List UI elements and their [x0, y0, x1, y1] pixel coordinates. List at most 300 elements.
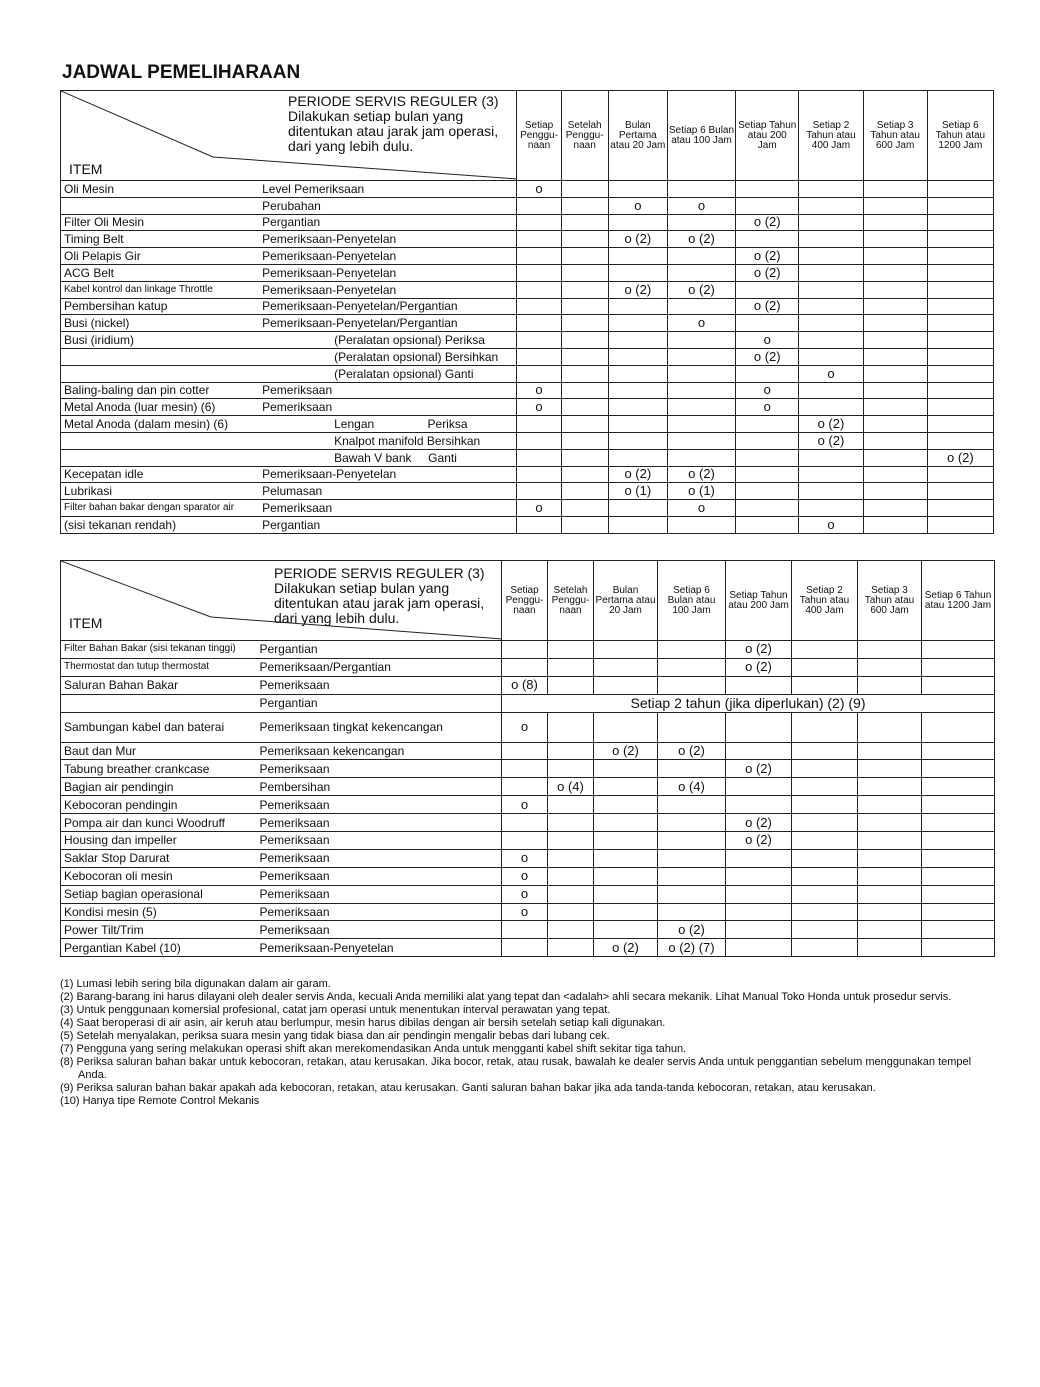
- interval-mark-cell: [863, 332, 927, 349]
- item-name-cell: Thermostat dan tutup thermostat: [61, 658, 257, 676]
- interval-mark-cell: o (2): [608, 231, 667, 248]
- interval-mark-cell: [736, 365, 799, 382]
- interval-mark-cell: [726, 903, 792, 921]
- item-column-label: ITEM: [69, 615, 103, 631]
- interval-mark-cell: [799, 348, 863, 365]
- interval-mark-cell: [667, 416, 735, 433]
- interval-mark-cell: [667, 214, 735, 231]
- maintenance-table-1: [60, 90, 994, 534]
- interval-mark-cell: o: [517, 399, 561, 416]
- interval-mark-cell: [863, 365, 927, 382]
- interval-mark-cell: [726, 921, 792, 939]
- table-row: [61, 903, 995, 921]
- interval-mark-cell: o (2): [594, 939, 658, 957]
- interval-mark-cell: [927, 315, 993, 332]
- interval-mark-cell: o (2): [736, 348, 799, 365]
- interval-mark-cell: [594, 778, 658, 796]
- table-row: [61, 231, 994, 248]
- interval-mark-cell: [863, 382, 927, 399]
- interval-mark-cell: [792, 885, 858, 903]
- table-header-row: [61, 561, 995, 641]
- item-name-cell: Oli Mesin: [61, 181, 260, 198]
- item-name-cell: Kabel kontrol dan linkage Throttle: [61, 281, 260, 298]
- action-cell: Pemeriksaan-Penyetelan: [259, 281, 517, 298]
- interval-mark-cell: o (2): [736, 248, 799, 265]
- action-cell: Pergantian: [257, 694, 502, 712]
- interval-mark-cell: [792, 778, 858, 796]
- footnote-item: (5) Setelah menyalakan, periksa suara mesin yang tidak biasa dan air pendingin mengalir bebas dari lubang cek.: [60, 1030, 610, 1042]
- interval-mark-cell: [792, 939, 858, 957]
- interval-mark-cell: [799, 449, 863, 466]
- item-name-cell: [61, 694, 257, 712]
- interval-mark-cell: [502, 832, 548, 850]
- interval-mark-cell: [863, 449, 927, 466]
- interval-mark-cell: [858, 867, 922, 885]
- action-cell: Pemeriksaan-Penyetelan: [259, 466, 517, 483]
- col-header-4: Setiap Tahun atau 200 Jam: [736, 91, 799, 181]
- footnote-item: (3) Untuk penggunaan komersial profesional, catat jam operasi untuk menentukan interval perawatan yang tepat.: [60, 1004, 611, 1016]
- interval-mark-cell: [726, 849, 792, 867]
- interval-mark-cell: [922, 742, 995, 760]
- interval-mark-cell: [927, 248, 993, 265]
- interval-mark-cell: [608, 382, 667, 399]
- interval-mark-cell: [548, 939, 594, 957]
- interval-mark-cell: [863, 348, 927, 365]
- interval-mark-cell: [561, 214, 608, 231]
- interval-mark-cell: [858, 658, 922, 676]
- table-row: [61, 399, 994, 416]
- interval-mark-cell: [736, 466, 799, 483]
- interval-mark-cell: [863, 500, 927, 517]
- action-cell: Pemeriksaan: [257, 885, 502, 903]
- interval-mark-cell: [608, 264, 667, 281]
- interval-mark-cell: [792, 641, 858, 659]
- interval-mark-cell: [667, 298, 735, 315]
- interval-mark-cell: o: [502, 849, 548, 867]
- interval-mark-cell: [922, 832, 995, 850]
- interval-mark-cell: [608, 365, 667, 382]
- interval-mark-cell: [927, 348, 993, 365]
- period-title: PERIODE SERVIS REGULER (3): [288, 93, 499, 109]
- item-name-cell: Saluran Bahan Bakar: [61, 676, 257, 694]
- interval-mark-cell: [548, 849, 594, 867]
- interval-mark-cell: [858, 885, 922, 903]
- interval-mark-cell: [799, 332, 863, 349]
- item-name-cell: Filter bahan bakar dengan sparator air: [61, 500, 260, 517]
- action-cell: Pemeriksaan: [257, 814, 502, 832]
- interval-mark-cell: o (4): [658, 778, 726, 796]
- interval-mark-cell: [736, 432, 799, 449]
- interval-mark-cell: [927, 432, 993, 449]
- interval-mark-cell: [667, 181, 735, 198]
- action-cell: Pemeriksaan: [257, 867, 502, 885]
- interval-mark-cell: [799, 281, 863, 298]
- interval-mark-cell: [608, 348, 667, 365]
- col-header-6: Setiap 3 Tahun atau 600 Jam: [858, 561, 922, 641]
- interval-mark-cell: [667, 264, 735, 281]
- interval-mark-cell: [726, 885, 792, 903]
- interval-mark-cell: [927, 399, 993, 416]
- col-header-1: Setelah Penggu-naan: [561, 91, 608, 181]
- interval-mark-cell: [517, 315, 561, 332]
- interval-mark-cell: [658, 760, 726, 778]
- interval-mark-cell: [858, 778, 922, 796]
- interval-mark-cell: [927, 181, 993, 198]
- interval-mark-cell: o: [517, 382, 561, 399]
- interval-mark-cell: [502, 760, 548, 778]
- item-name-cell: Lubrikasi: [61, 483, 260, 500]
- interval-mark-cell: [561, 399, 608, 416]
- interval-mark-cell: [863, 248, 927, 265]
- interval-mark-cell: [517, 281, 561, 298]
- item-name-cell: (sisi tekanan rendah): [61, 516, 260, 533]
- maintenance-table-2: [60, 560, 995, 957]
- interval-mark-cell: [927, 231, 993, 248]
- item-name-cell: [61, 348, 260, 365]
- interval-mark-cell: [792, 867, 858, 885]
- table-row: [61, 248, 994, 265]
- interval-mark-cell: o: [736, 399, 799, 416]
- interval-mark-cell: [726, 712, 792, 742]
- interval-mark-cell: [726, 676, 792, 694]
- interval-mark-cell: [594, 658, 658, 676]
- interval-mark-cell: [863, 483, 927, 500]
- interval-mark-cell: o (2): [667, 231, 735, 248]
- table-row: [61, 432, 994, 449]
- interval-mark-cell: [548, 760, 594, 778]
- interval-mark-cell: [608, 500, 667, 517]
- footnote-item: (2) Barang-barang ini harus dilayani oleh dealer servis Anda, kecuali Anda memiliki alat yang tepat dan <adalah> ahli secara mekanik. Lihat Manual Toko Honda untuk prosedur servis.: [60, 991, 952, 1003]
- action-cell: Pergantian: [259, 516, 517, 533]
- interval-mark-cell: o: [799, 365, 863, 382]
- footnote-item: (1) Lumasi lebih sering bila digunakan dalam air garam.: [60, 978, 331, 990]
- item-name-cell: Baut dan Mur: [61, 742, 257, 760]
- action-cell: Pembersihan: [257, 778, 502, 796]
- interval-mark-cell: [858, 641, 922, 659]
- interval-mark-cell: [667, 516, 735, 533]
- interval-mark-cell: [667, 432, 735, 449]
- interval-mark-cell: [799, 264, 863, 281]
- item-name-cell: Busi (nickel): [61, 315, 260, 332]
- action-cell: (Peralatan opsional) Bersihkan: [259, 348, 517, 365]
- col-header-3: Setiap 6 Bulan atau 100 Jam: [667, 91, 735, 181]
- interval-mark-cell: [517, 197, 561, 214]
- interval-mark-cell: [608, 248, 667, 265]
- interval-mark-cell: [548, 814, 594, 832]
- interval-mark-cell: [517, 466, 561, 483]
- interval-mark-cell: [594, 814, 658, 832]
- interval-mark-cell: [658, 814, 726, 832]
- interval-mark-cell: [502, 921, 548, 939]
- interval-mark-cell: [927, 500, 993, 517]
- interval-mark-cell: [594, 903, 658, 921]
- interval-mark-cell: [858, 742, 922, 760]
- interval-mark-cell: o (2): [667, 281, 735, 298]
- action-cell: Pemeriksaan: [259, 382, 517, 399]
- interval-mark-cell: [927, 382, 993, 399]
- interval-mark-cell: [517, 416, 561, 433]
- interval-mark-cell: [561, 298, 608, 315]
- interval-mark-cell: [922, 939, 995, 957]
- interval-mark-cell: [561, 181, 608, 198]
- item-name-cell: Housing dan impeller: [61, 832, 257, 850]
- action-cell: Pemeriksaan: [259, 399, 517, 416]
- action-cell: Perubahan: [259, 197, 517, 214]
- footnote-item: (10) Hanya tipe Remote Control Mekanis: [60, 1095, 260, 1107]
- col-header-2: Bulan Pertama atau 20 Jam: [608, 91, 667, 181]
- interval-mark-cell: [561, 315, 608, 332]
- interval-mark-cell: [799, 382, 863, 399]
- interval-mark-cell: [594, 676, 658, 694]
- interval-mark-cell: [922, 712, 995, 742]
- interval-mark-cell: [927, 416, 993, 433]
- interval-mark-cell: [799, 315, 863, 332]
- table-row: [61, 832, 995, 850]
- interval-mark-cell: [792, 742, 858, 760]
- interval-mark-cell: o (4): [548, 778, 594, 796]
- interval-mark-cell: [561, 332, 608, 349]
- interval-mark-cell: o (2): [726, 814, 792, 832]
- interval-mark-cell: [561, 382, 608, 399]
- interval-mark-cell: o: [502, 796, 548, 814]
- interval-mark-cell: [863, 264, 927, 281]
- interval-mark-cell: o (2): [927, 449, 993, 466]
- interval-mark-cell: [922, 814, 995, 832]
- table-row: [61, 264, 994, 281]
- interval-mark-cell: [799, 181, 863, 198]
- interval-mark-cell: [658, 658, 726, 676]
- interval-mark-cell: o (2): [658, 742, 726, 760]
- interval-mark-cell: [927, 264, 993, 281]
- interval-mark-cell: o: [667, 500, 735, 517]
- interval-mark-cell: [517, 214, 561, 231]
- interval-mark-cell: [799, 197, 863, 214]
- action-cell: Pemeriksaan tingkat kekencangan: [257, 712, 502, 742]
- interval-mark-cell: o: [517, 181, 561, 198]
- interval-mark-cell: [922, 885, 995, 903]
- interval-mark-cell: [927, 298, 993, 315]
- interval-mark-cell: [858, 849, 922, 867]
- table-row: [61, 197, 994, 214]
- interval-mark-cell: o: [502, 867, 548, 885]
- table-row: [61, 348, 994, 365]
- interval-mark-cell: [863, 315, 927, 332]
- table-row: [61, 712, 995, 742]
- interval-mark-cell: [561, 281, 608, 298]
- interval-mark-cell: [863, 416, 927, 433]
- interval-mark-cell: [561, 416, 608, 433]
- interval-mark-cell: o (2): [799, 432, 863, 449]
- interval-mark-cell: [792, 814, 858, 832]
- interval-mark-cell: [548, 921, 594, 939]
- table-row: [61, 365, 994, 382]
- interval-mark-cell: o (2): [726, 641, 792, 659]
- item-name-cell: [61, 197, 260, 214]
- interval-mark-cell: [792, 903, 858, 921]
- interval-mark-cell: o: [608, 197, 667, 214]
- interval-mark-cell: o: [502, 885, 548, 903]
- interval-mark-cell: [736, 416, 799, 433]
- table-row: [61, 760, 995, 778]
- action-cell: Pergantian: [257, 641, 502, 659]
- action-cell: Lengan Periksa: [259, 416, 517, 433]
- item-name-cell: [61, 432, 260, 449]
- item-column-label: ITEM: [69, 161, 103, 177]
- item-name-cell: Oli Pelapis Gir: [61, 248, 260, 265]
- interval-mark-cell: o: [502, 903, 548, 921]
- interval-mark-cell: [658, 641, 726, 659]
- interval-mark-cell: [792, 921, 858, 939]
- action-cell: Pemeriksaan kekencangan: [257, 742, 502, 760]
- interval-mark-cell: [858, 676, 922, 694]
- interval-mark-cell: [594, 849, 658, 867]
- interval-mark-cell: o: [517, 500, 561, 517]
- interval-mark-cell: [858, 832, 922, 850]
- interval-mark-cell: [792, 849, 858, 867]
- interval-mark-cell: [608, 214, 667, 231]
- interval-mark-cell: o (2): [726, 832, 792, 850]
- interval-mark-cell: [736, 181, 799, 198]
- interval-mark-cell: [863, 516, 927, 533]
- interval-mark-cell: [799, 466, 863, 483]
- interval-mark-cell: [667, 365, 735, 382]
- interval-mark-cell: [792, 658, 858, 676]
- interval-mark-cell: [863, 181, 927, 198]
- footnotes: [60, 978, 980, 1108]
- interval-mark-cell: o: [799, 516, 863, 533]
- interval-mark-cell: [517, 348, 561, 365]
- interval-mark-cell: [799, 298, 863, 315]
- footnote-item: (4) Saat beroperasi di air asin, air keruh atau berlumpur, mesin harus dibilas dengan air bersih setelah setiap kali digunakan.: [60, 1017, 666, 1029]
- interval-mark-cell: o (2): [667, 466, 735, 483]
- interval-mark-cell: [594, 712, 658, 742]
- item-name-cell: Baling-baling dan pin cotter: [61, 382, 260, 399]
- interval-mark-cell: o (2): [658, 921, 726, 939]
- interval-mark-cell: [792, 796, 858, 814]
- interval-mark-cell: [608, 516, 667, 533]
- action-cell: Pemeriksaan-Penyetelan: [257, 939, 502, 957]
- action-cell: Pemeriksaan: [257, 760, 502, 778]
- item-name-cell: Kebocoran oli mesin: [61, 867, 257, 885]
- interval-mark-cell: [517, 298, 561, 315]
- action-cell: Pemeriksaan: [257, 921, 502, 939]
- table-row: [61, 885, 995, 903]
- interval-mark-cell: [658, 903, 726, 921]
- item-name-cell: Metal Anoda (dalam mesin) (6): [61, 416, 260, 433]
- action-cell: Pemeriksaan: [257, 796, 502, 814]
- interval-mark-cell: [799, 214, 863, 231]
- interval-mark-cell: [594, 641, 658, 659]
- item-name-cell: Tabung breather crankcase: [61, 760, 257, 778]
- col-header-2: Bulan Pertama atau 20 Jam: [594, 561, 658, 641]
- table-row: [61, 315, 994, 332]
- col-header-5: Setiap 2 Tahun atau 400 Jam: [799, 91, 863, 181]
- interval-mark-cell: [927, 466, 993, 483]
- interval-mark-cell: [927, 214, 993, 231]
- interval-mark-cell: o: [736, 382, 799, 399]
- interval-mark-cell: [548, 658, 594, 676]
- interval-mark-cell: [561, 348, 608, 365]
- table-row: [61, 449, 994, 466]
- item-name-cell: Pergantian Kabel (10): [61, 939, 257, 957]
- action-cell: Pemeriksaan: [257, 832, 502, 850]
- interval-mark-cell: [792, 760, 858, 778]
- interval-mark-cell: o (2): [608, 281, 667, 298]
- period-description: Dilakukan setiap bulan yang ditentukan atau jarak jam operasi, dari yang lebih dulu.: [288, 108, 499, 154]
- interval-mark-cell: [667, 382, 735, 399]
- interval-mark-cell: [548, 712, 594, 742]
- action-cell: Pemeriksaan/Pergantian: [257, 658, 502, 676]
- interval-mark-cell: o: [667, 315, 735, 332]
- interval-mark-cell: [561, 483, 608, 500]
- interval-mark-cell: [561, 449, 608, 466]
- interval-mark-cell: [502, 641, 548, 659]
- interval-mark-cell: [922, 641, 995, 659]
- interval-mark-cell: [736, 500, 799, 517]
- interval-mark-cell: [548, 742, 594, 760]
- interval-mark-cell: [658, 676, 726, 694]
- footnote-item: (7) Pengguna yang sering melakukan operasi shift akan merekomendasikan Anda untuk mengganti kabel shift sekitar tiga tahun.: [60, 1043, 687, 1055]
- interval-mark-cell: [922, 903, 995, 921]
- col-header-3: Setiap 6 Bulan atau 100 Jam: [658, 561, 726, 641]
- interval-mark-cell: [658, 832, 726, 850]
- footnote-item: (9) Periksa saluran bahan bakar apakah ada kebocoran, retakan, atau kerusakan. Ganti saluran bahan bakar jika ada tanda-tanda kebocoran, retakan, atau kerusakan.: [60, 1082, 876, 1094]
- col-header-0: Setiap Penggu-naan: [502, 561, 548, 641]
- interval-mark-cell: [667, 248, 735, 265]
- table-row: [61, 849, 995, 867]
- interval-mark-cell: [736, 516, 799, 533]
- col-header-7: Setiap 6 Tahun atau 1200 Jam: [927, 91, 993, 181]
- interval-mark-cell: [658, 712, 726, 742]
- interval-mark-cell: [726, 867, 792, 885]
- interval-mark-cell: [858, 939, 922, 957]
- interval-mark-cell: o: [736, 332, 799, 349]
- interval-mark-cell: [608, 449, 667, 466]
- interval-mark-cell: [517, 483, 561, 500]
- interval-mark-cell: [922, 658, 995, 676]
- interval-mark-cell: o: [502, 712, 548, 742]
- span-note-cell: Setiap 2 tahun (jika diperlukan) (2) (9): [502, 694, 995, 712]
- interval-mark-cell: [858, 921, 922, 939]
- interval-mark-cell: o (2): [799, 416, 863, 433]
- item-name-cell: Filter Bahan Bakar (sisi tekanan tinggi): [61, 641, 257, 659]
- interval-mark-cell: [863, 197, 927, 214]
- item-name-cell: Kebocoran pendingin: [61, 796, 257, 814]
- table-row: [61, 814, 995, 832]
- table-row: [61, 281, 994, 298]
- interval-mark-cell: [608, 332, 667, 349]
- interval-mark-cell: [608, 432, 667, 449]
- interval-mark-cell: o (2): [736, 214, 799, 231]
- interval-mark-cell: [667, 399, 735, 416]
- interval-mark-cell: [863, 281, 927, 298]
- table-row: [61, 939, 995, 957]
- interval-mark-cell: o (2): [594, 742, 658, 760]
- interval-mark-cell: [594, 867, 658, 885]
- table-row: [61, 214, 994, 231]
- interval-mark-cell: [561, 432, 608, 449]
- interval-mark-cell: [502, 658, 548, 676]
- interval-mark-cell: [726, 939, 792, 957]
- interval-mark-cell: [792, 832, 858, 850]
- table-row: [61, 382, 994, 399]
- interval-mark-cell: [858, 903, 922, 921]
- item-name-cell: Timing Belt: [61, 231, 260, 248]
- interval-mark-cell: [736, 231, 799, 248]
- item-name-cell: Kecepatan idle: [61, 466, 260, 483]
- interval-mark-cell: o (2): [736, 264, 799, 281]
- interval-mark-cell: [792, 712, 858, 742]
